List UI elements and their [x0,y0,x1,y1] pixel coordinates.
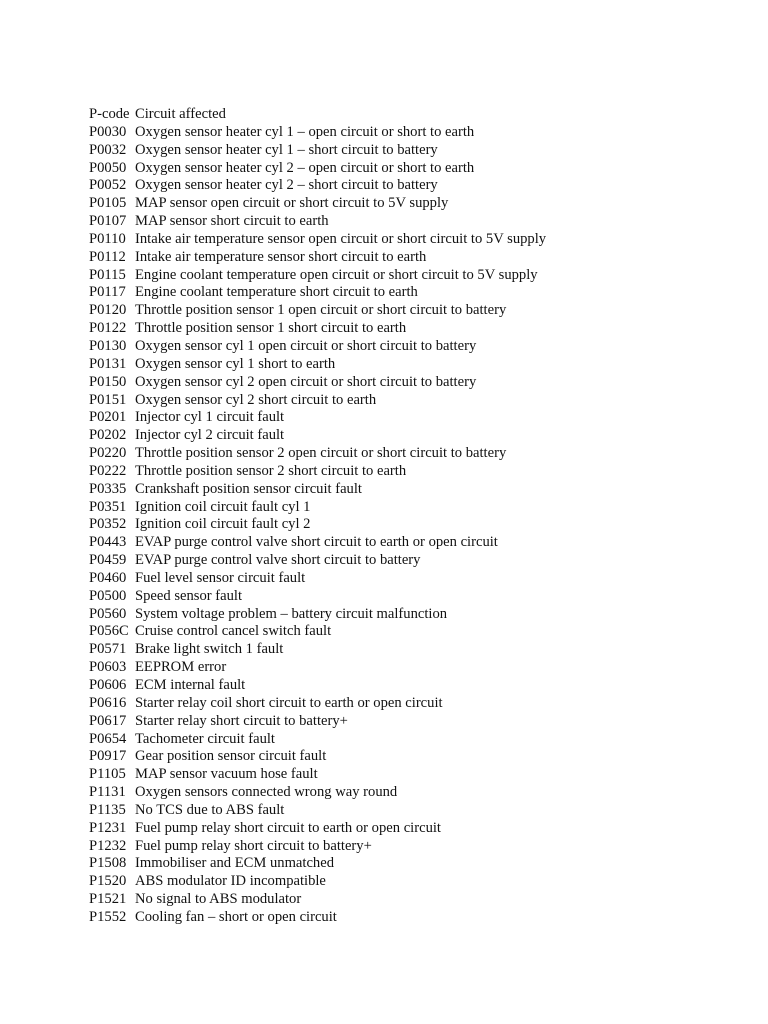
row-code: P056C [89,623,129,640]
row-description: Oxygen sensor cyl 1 open circuit or short circuit to battery [135,337,477,354]
p-code-table [89,106,546,927]
table-row [89,213,546,231]
row-code: P0201 [89,409,127,426]
row-code: P0110 [89,230,126,247]
row-description: Intake air temperature sensor short circuit to earth [135,248,427,265]
table-row [89,284,546,302]
table-row [89,195,546,213]
row-code: P1231 [89,819,127,836]
table-row [89,909,546,927]
table-row [89,677,546,695]
table-row [89,124,546,142]
table-row [89,481,546,499]
row-code: P0030 [89,123,127,140]
row-code: P0460 [89,569,127,586]
row-description: Speed sensor fault [135,587,242,604]
row-code: P0105 [89,195,127,212]
table-row [89,445,546,463]
row-code: P1520 [89,873,127,890]
table-header-row [89,106,546,124]
table-row [89,499,546,517]
row-description: Fuel pump relay short circuit to battery+ [135,837,372,854]
row-description: Injector cyl 2 circuit fault [135,427,285,444]
table-row [89,784,546,802]
row-description: System voltage problem – battery circuit malfunction [135,605,448,622]
row-code: P0222 [89,462,127,479]
row-code: P0131 [89,355,127,372]
row-description: Crankshaft position sensor circuit fault [135,480,362,497]
row-description: Throttle position sensor 1 short circuit to earth [135,320,407,337]
table-row [89,588,546,606]
row-description: Cruise control cancel switch fault [135,623,332,640]
row-code: P0500 [89,587,127,604]
row-description: MAP sensor open circuit or short circuit to 5V supply [135,195,449,212]
table-body [89,124,546,927]
row-code: P0616 [89,694,127,711]
row-code: P0107 [89,213,127,230]
table-row [89,409,546,427]
row-code: P0115 [89,266,126,283]
table-row [89,142,546,160]
table-row [89,731,546,749]
row-description: Ignition coil circuit fault cyl 1 [135,498,311,515]
row-code: P1135 [89,801,126,818]
table-row [89,695,546,713]
table-row [89,873,546,891]
row-description: Starter relay short circuit to battery+ [135,712,348,729]
row-code: P0151 [89,391,127,408]
row-description: Ignition coil circuit fault cyl 2 [135,516,311,533]
row-description: Engine coolant temperature short circuit to earth [135,284,418,301]
row-code: P0917 [89,748,127,765]
table-row [89,338,546,356]
row-description: EEPROM error [135,659,227,676]
row-code: P0335 [89,480,127,497]
row-description: EVAP purge control valve short circuit to earth or open circuit [135,534,498,551]
table-row [89,302,546,320]
row-description: Engine coolant temperature open circuit or short circuit to 5V supply [135,266,538,283]
table-row [89,392,546,410]
row-code: P0617 [89,712,127,729]
row-code: P0220 [89,445,127,462]
row-description: Tachometer circuit fault [135,730,275,747]
row-code: P1552 [89,908,127,925]
row-description: Cooling fan – short or open circuit [135,908,337,925]
row-description: Oxygen sensor heater cyl 2 – open circuit or short to earth [135,159,475,176]
header-code: P-code [89,106,130,122]
row-description: No signal to ABS modulator [135,891,302,908]
row-description: MAP sensor short circuit to earth [135,213,329,230]
table-row [89,463,546,481]
row-code: P0052 [89,177,127,194]
row-code: P1232 [89,837,127,854]
row-code: P0654 [89,730,127,747]
row-code: P1508 [89,855,127,872]
row-code: P0130 [89,337,127,354]
row-description: Intake air temperature sensor open circuit or short circuit to 5V supply [135,230,547,247]
table-row [89,623,546,641]
header-description: Circuit affected [135,106,226,122]
row-description: EVAP purge control valve short circuit to battery [135,552,421,569]
table-row [89,516,546,534]
table-row [89,570,546,588]
table-row [89,320,546,338]
row-code: P1105 [89,766,126,783]
row-code: P0050 [89,159,127,176]
row-description: Oxygen sensor cyl 2 open circuit or short circuit to battery [135,373,477,390]
row-description: Fuel pump relay short circuit to earth or open circuit [135,819,441,836]
row-code: P0117 [89,284,126,301]
table-row [89,802,546,820]
table-row [89,820,546,838]
table-row [89,534,546,552]
row-description: Oxygen sensor heater cyl 1 – open circuit or short to earth [135,123,475,140]
table-row [89,249,546,267]
table-row [89,606,546,624]
row-description: No TCS due to ABS fault [135,801,285,818]
row-description: Oxygen sensor heater cyl 2 – short circuit to battery [135,177,438,194]
row-code: P0150 [89,373,127,390]
table-row [89,855,546,873]
table-row [89,838,546,856]
table-row [89,374,546,392]
table-row [89,766,546,784]
table-row [89,713,546,731]
row-description: MAP sensor vacuum hose fault [135,766,318,783]
row-code: P0352 [89,516,127,533]
row-code: P0560 [89,605,127,622]
row-description: Starter relay coil short circuit to earth or open circuit [135,694,443,711]
row-code: P0122 [89,320,127,337]
row-description: ABS modulator ID incompatible [135,873,326,890]
table-row [89,160,546,178]
row-description: ECM internal fault [135,677,246,693]
table-row [89,552,546,570]
row-description: Throttle position sensor 1 open circuit or short circuit to battery [135,302,507,319]
row-code: P0603 [89,659,127,676]
table-row [89,177,546,195]
table-row [89,231,546,249]
row-description: Fuel level sensor circuit fault [135,569,306,586]
row-description: Injector cyl 1 circuit fault [135,409,285,426]
table-row [89,267,546,285]
table-row [89,659,546,677]
row-code: P0032 [89,141,127,158]
row-code: P0571 [89,641,127,658]
row-description: Throttle position sensor 2 open circuit or short circuit to battery [135,445,507,462]
table-row [89,891,546,909]
row-code: P0120 [89,302,127,319]
row-description: Throttle position sensor 2 short circuit to earth [135,462,407,479]
row-code: P1521 [89,891,127,908]
row-description: Brake light switch 1 fault [135,641,284,658]
row-description: Oxygen sensor cyl 1 short to earth [135,355,336,372]
row-description: Oxygen sensors connected wrong way round [135,784,398,801]
row-description: Oxygen sensor heater cyl 1 – short circuit to battery [135,141,438,158]
row-code: P1131 [89,784,126,801]
row-code: P0202 [89,427,127,444]
table-row [89,748,546,766]
row-description: Oxygen sensor cyl 2 short circuit to earth [135,391,377,408]
row-code: P0351 [89,498,127,515]
row-code: P0443 [89,534,127,551]
row-description: Immobiliser and ECM unmatched [135,855,335,872]
row-code: P0112 [89,248,126,265]
table-row [89,356,546,374]
row-code: P0606 [89,677,127,693]
table-row [89,641,546,659]
table-row [89,427,546,445]
row-description: Gear position sensor circuit fault [135,748,327,765]
row-code: P0459 [89,552,127,569]
